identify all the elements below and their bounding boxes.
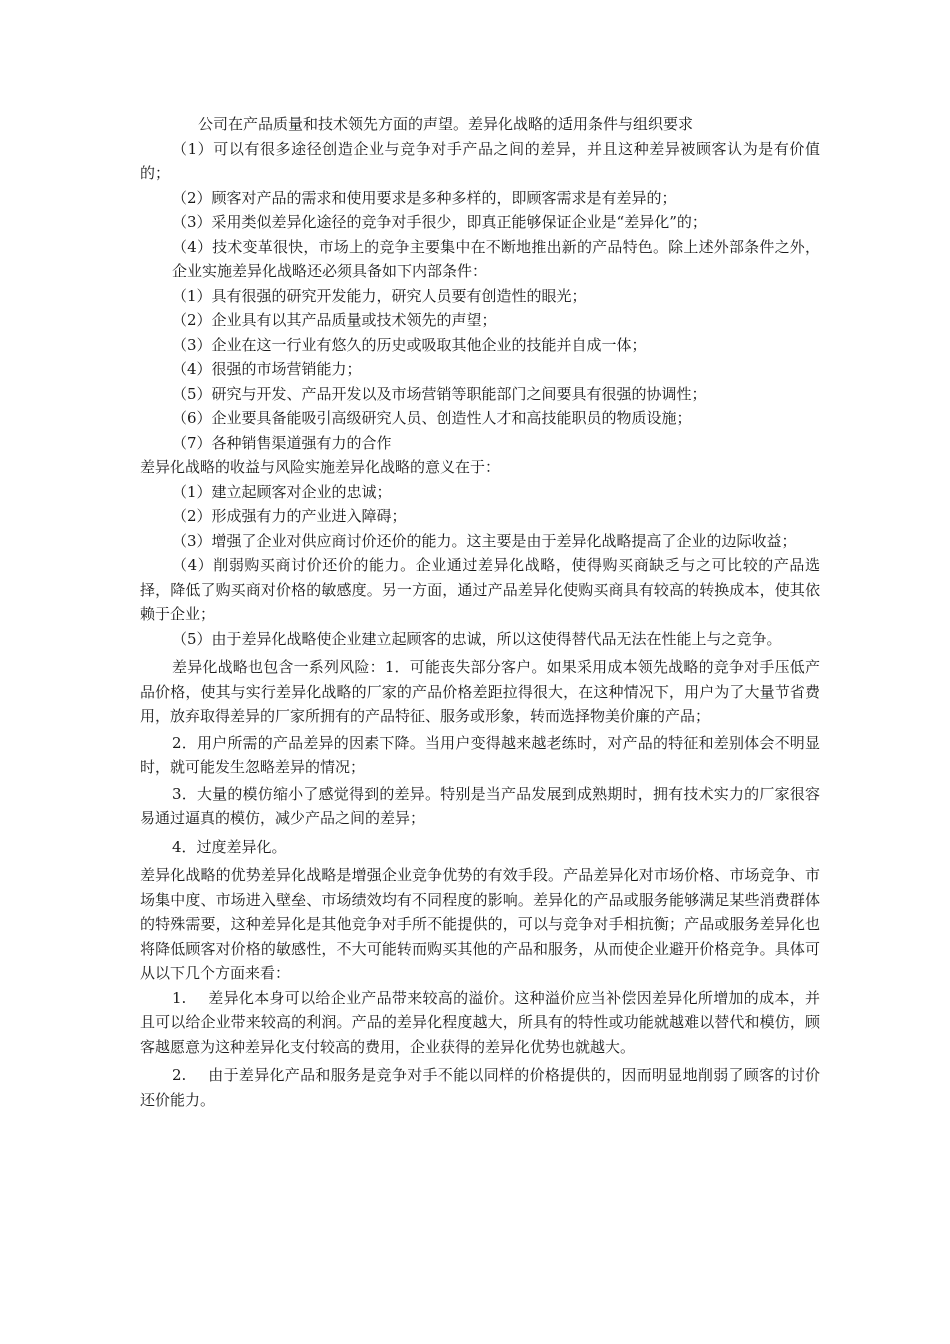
item-text: 由于差异化产品和服务是竞争对手不能以同样的价格提供的，因而明显地削弱了顾客的讨价还价能力。: [140, 1066, 820, 1109]
condition-item: （3）采用类似差异化途径的竞争对手很少，即真正能够保证企业是“差异化”的；: [172, 213, 707, 231]
internal-condition-item: （5）研究与开发、产品开发以及市场营销等职能部门之间要具有很强的协调性；: [172, 384, 707, 403]
risk-item: 4．过度差异化。: [172, 837, 287, 856]
advantage-paragraph: 差异化战略的优势差异化战略是增强企业竞争优势的有效手段。产品差异化对市场价格、市场竞争、市场集中度、市场进入壁垒、市场绩效均有不同程度的影响。差异化的产品或服务能够满足某些消费群体的特殊需要，这种差异化是其他竞争对手所不能提供的，可以与竞争对手相抗衡；产品或服务差异化也将降低顾客对价格的敏感性，不大可能转而购买其他的产品和服务，从而使企业避开价格竞争。具体可从以下几个方面来看：: [140, 866, 820, 982]
internal-condition-item: （1）具有很强的研究开发能力，研究人员要有创造性的眼光；: [172, 286, 587, 305]
internal-condition-item: （7）各种销售渠道强有力的合作: [172, 433, 392, 452]
condition-item: （1）可以有很多途径创造企业与竞争对手产品之间的差异，并且这种差异被顾客认为是有价值的；: [140, 139, 820, 182]
risk-item: 2．用户所需的产品差异的因素下降。当用户变得越来越老练时，对产品的特征和差别体会不明显时，就可能发生忽略差异的情况；: [140, 733, 820, 776]
item-number: 1.: [172, 988, 187, 1007]
benefit-item: （2）形成强有力的产业进入障碍；: [172, 507, 407, 525]
section-heading-benefits: 差异化战略的收益与风险实施差异化战略的意义在于：: [140, 458, 501, 476]
benefit-item: （3）增强了企业对供应商讨价还价的能力。这主要是由于差异化战略提高了企业的边际收益；: [172, 531, 797, 550]
internal-condition-item: （3）企业在这一行业有悠久的历史或吸取其他企业的技能并自成一体；: [172, 335, 647, 354]
item-number: 2.: [172, 1066, 187, 1084]
item-text: 差异化本身可以给企业产品带来较高的溢价。这种溢价应当补偿因差异化所增加的成本，并且可以给企业带来较高的利润。产品的差异化程度越大，所具有的特性或功能就越难以替代和模仿，顾客越愿意为这种差异化支付较高的费用，企业获得的差异化优势也就越大。: [140, 988, 820, 1056]
benefit-item: （1）建立起顾客对企业的忠诚；: [172, 482, 392, 501]
paragraph-intro: 公司在产品质量和技术领先方面的声望。差异化战略的适用条件与组织要求: [198, 115, 694, 133]
advantage-numbered-item: [140, 986, 820, 1060]
benefit-item: （5）由于差异化战略使企业建立起顾客的忠诚，所以这使得替代品无法在性能上与之竞争。: [172, 629, 782, 648]
internal-condition-item: （6）企业要具备能吸引高级研究人员、创造性人才和高技能职员的物质设施；: [172, 409, 692, 427]
advantage-numbered-item: [140, 1063, 820, 1112]
internal-condition-item: （4）很强的市场营销能力；: [172, 360, 362, 378]
benefit-item: （4）削弱购买商讨价还价的能力。企业通过差异化战略，使得购买商缺乏与之可比较的产品选择，降低了购买商对价格的敏感度。另一方面，通过产品差异化使购买商具有较高的转换成本，使其依赖于企业；: [140, 556, 820, 623]
internal-condition-item: （2）企业具有以其产品质量或技术领先的声望；: [172, 311, 497, 329]
risk-item: 3．大量的模仿缩小了感觉得到的差异。特别是当产品发展到成熟期时，拥有技术实力的厂家很容易通过逼真的模仿，减少产品之间的差异；: [140, 784, 820, 827]
condition-item: （4）技术变革很快，市场上的竞争主要集中在不断地推出新的产品特色。除上述外部条件之外，企业实施差异化战略还必须具备如下内部条件：: [172, 237, 820, 280]
document-page: [140, 112, 820, 1112]
risk-paragraph: 差异化战略也包含一系列风险：1．可能丧失部分客户。如果采用成本领先战略的竞争对手压低产品价格，使其与实行差异化战略的厂家的产品价格差距拉得很大，在这种情况下，用户为了大量节省费用，放弃取得差异的厂家所拥有的产品特征、服务或形象，转而选择物美价廉的产品；: [140, 658, 820, 725]
condition-item: （2）顾客对产品的需求和使用要求是多种多样的，即顾客需求是有差异的；: [172, 188, 677, 207]
